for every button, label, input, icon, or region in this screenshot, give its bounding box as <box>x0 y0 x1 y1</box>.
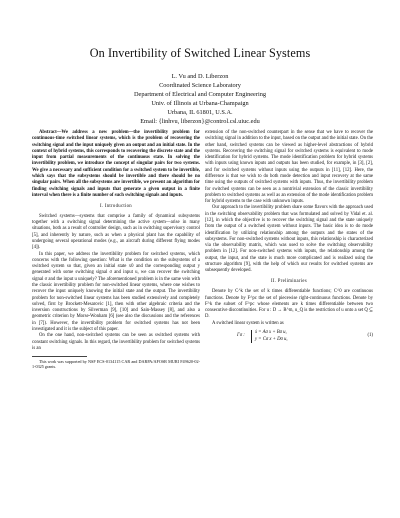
abstract: Abstract—We address a new problem—the invertibility problem for continuous-time switched linear systems, which is the problem of recovering the switching signal and the input uniquely given an output and an initial state. In the context of hybrid systems, this corresponds to recovering the discrete state and the input from partial measurements of the continuous state. In solving the invertibility problem, we introduce the concept of singular pairs for two systems. We give a necessary and sufficient condition for a switched system to be invertible, which says that the subsystems should be invertible and there should be no singular pairs. When all the subsystems are invertible, we present an algorithm for finding switching signals and inputs that generate a given output in a finite interval when there is a finite number of such switching signals and inputs. <box>32 130 200 198</box>
funding-footnote: This work was supported by NSF ECS-0134115 CAR and DARPA/AFOSR MURI F49620-02-1-0325 grants. <box>32 358 200 369</box>
paragraph: Switched systems—systems that comprise a family of dynamical subsystems together with a switching signal determining the active system—arise in many situations, both as a result of controller design, such as in switching supervisory control [5], and inherently by nature, such as when a physical plant has the capability of undergoing several operational modes (e.g., an aircraft during different flying modes [4]). <box>32 213 200 251</box>
affiliation-line: Coordinated Science Laboratory <box>159 82 241 90</box>
paragraph: A switched linear system is written as <box>212 320 284 326</box>
output-equation: y = Cσ x + Dσ u, <box>255 336 288 342</box>
paragraph: extension of the non-switched counterpart in the sense that we have to recover the switching signal in addition to the input, based on the output and the initial state. On the other hand, switched systems can be viewed as higher-level abstractions of hybrid systems. Recovering the switching signal for switched systems is equivalent to mode identification for hybrid systems. The mode identification problem for hybrid systems with inputs using known inputs and outputs has been studied, for example, in [3], [2], and for switched systems without inputs using the outputs in [11], [12]. Here, the difference is that we wish to do both mode detection and input recovery at the same time using the outputs of switched systems with inputs. Thus, the invertibility problem for switched systems can be seen as a nontrivial extension of the classic invertibility problem to switched systems as well as an extension of the mode identification problem for hybrid systems to the case with unknown inputs. <box>205 130 373 205</box>
author-email: Email: {linhvu, liberzon}@control.csl.uiuc.edu <box>140 118 260 126</box>
affiliation-line: Department of Electrical and Computer Engineering <box>133 91 266 99</box>
equation-system <box>251 330 288 343</box>
section-heading-preliminaries: II. Preliminaries <box>271 279 307 285</box>
left-column <box>32 130 200 369</box>
affiliation-line: Urbana, IL 61801, U.S.A. <box>167 109 233 117</box>
paragraph: On the one hand, non-switched systems can be seen as switched systems with constant switching signals. In this regard, the invertibility problem for switched systems is an <box>32 333 200 351</box>
state-equation: ẋ = Aσ x + Bσ u, <box>255 329 287 335</box>
paragraph: Our approach to the invertibility problem share some flavors with the approach used in the switching observability problem that was formulated and solved by Vidal et. al. [12], in which the objective is to recover the switching signal and the state uniquely from the output of a switched system without inputs. The basic idea is to do mode identification by utilizing relationship among the outputs and the states of the subsystems. For non-switched systems without inputs, this relationship is characterized via the observability matrix, which was used to solve the switching observability problem in [12]. For non-switched systems with inputs, the relationship among the output, the input, and the state is much more complicated and is realized using the structure algorithm [9], with the help of which our results for switched systems are subsequently developed. <box>205 205 373 274</box>
paper-title: On Invertibility of Switched Linear Systems <box>89 46 311 60</box>
equation-number: (1) <box>367 333 373 339</box>
author-block <box>0 72 400 127</box>
section-heading-introduction: I. Introduction <box>100 204 132 210</box>
affiliation-line: Univ. of Illinois at Urbana-Champaign <box>151 100 249 108</box>
equation-lhs: Γσ : <box>237 333 245 339</box>
paragraph: In this paper, we address the invertibility problem for switched systems, which concerns with the following question: What is the condition on the subsystems of a switched system so that, given an initial state x0 and the corresponding output y generated with some switching signal σ and input u, we can recover the switching signal σ and the input u uniquely? The aforementioned problem is in the same vein with the classic invertibility problem for non-switched linear systems, where one wishes to recover the input uniquely knowing the initial state and the output. The invertibility problem for non-switched linear systems has been studied extensively and completely solved, first by Brockett-Mesarovic [1], then with other algebraic criteria and the inversion constructions by Silverman [9], [10] and Sain-Massey [8], and also a geometric criterion by Morse-Wonham [6] (see also the discussions and the references in [7]). However, the invertibility problem for switched systems has not been investigated and it is the subject of this paper. <box>32 251 200 332</box>
right-column <box>205 130 373 347</box>
author-names: L. Vu and D. Liberzon <box>171 73 229 80</box>
footnote-rule <box>32 356 87 357</box>
equation-1 <box>205 329 373 345</box>
paragraph: Denote by C^k the set of k times differentiable functions; C^0 are continuous functions. Denote by F^pc the set of piecewise right-continuous functions. Denote by F^k the subset of F^pc whose elements are k times differentiable between two consecutive discontinuities. For u : D → R^m, u_Q is the restriction of u onto a set Q ⊆ D. <box>205 289 373 320</box>
